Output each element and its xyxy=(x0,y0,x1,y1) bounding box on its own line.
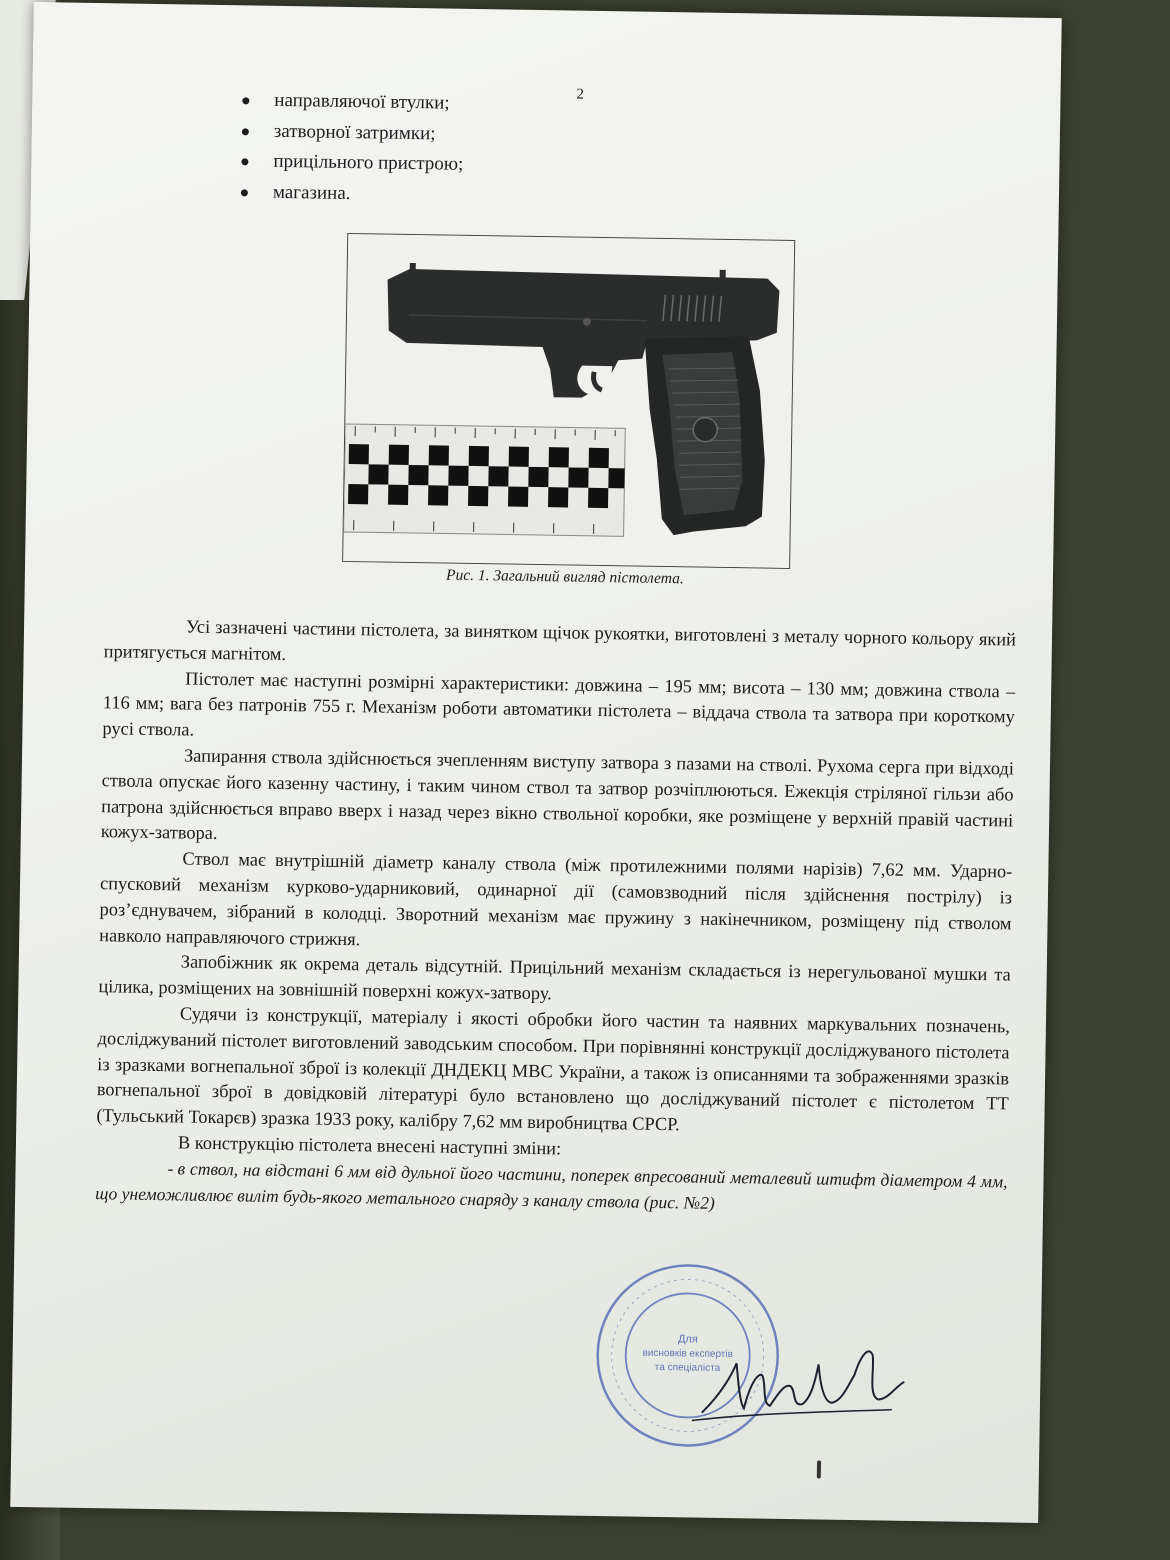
scale-ruler xyxy=(344,424,626,536)
stamp-text-line: Для xyxy=(677,1333,698,1346)
paragraph: Судячи із конструкції, матеріалу і якості обробки його частин та наявних маркувальних позначень, досліджуваний пістолет виготовлений заводським способом. При порівнянні конструкції досліджуваного пістолета із зразками вогнепальної зброї із колекції ДНДЕКЦ МВС України, а також із описаннями та зображеннями зразків вогнепальної зброї в довідковій літературі було встановлено що досліджуваний пістолет є пістолетом ТТ (Тульський Токарєв) зразка 1933 року, калібру 7,62 мм виробництва СРСР. xyxy=(96,1003,1011,1135)
paragraph: Пістолет має наступні розмірні характеристики: довжина – 195 мм; висота – 130 мм; довжина ствола – 116 мм; вага без патронів 755 г. Механізм роботи автоматики пістолета – віддача ствола та затвора при короткому русі ствола. xyxy=(102,668,1016,740)
modification-text: в ствол, на відстані 6 мм від дульної його частини, поперек впресований металевий штифт діаметром 4 мм, що унеможливлює виліт будь-якого метального снаряду з каналу ствола (рис. №2) xyxy=(95,1158,1008,1213)
body-text xyxy=(95,613,1016,1221)
paragraph: Запобіжник як окрема деталь відсутній. Прицільний механізм складається із нерегульованої мушки та цілика, розміщених на зовнішній поверхні кожух-затвору. xyxy=(98,951,1011,1004)
bullet-dot-icon xyxy=(242,97,249,104)
page-number: 2 xyxy=(576,86,585,103)
bullet-dot-icon xyxy=(242,128,249,135)
handwritten-signature xyxy=(691,1313,923,1437)
paragraph: Усі зазначені частини пістолета, за винятком щічок рукоятки, виготовлені з металу чорного кольору який притягується магнітом. xyxy=(103,616,1017,664)
bullet-list xyxy=(241,85,465,210)
pistol-image xyxy=(343,234,794,568)
bullet-item: прицільного пристрою; xyxy=(241,146,463,180)
figure-caption: Рис. 1. Загальний вигляд пістолета. xyxy=(445,566,684,588)
paragraph: Ствол має внутрішній діаметр каналу ствола (між протилежними полями нарізів) 7,62 мм. Ударно-спусковий механізм курково-ударниковий, одинарної дії (самовзводний після здійснення пострілу) із роз’єднувачем, зібраний в колодці. Зворотний механізм має пружину з накінечником, розміщену під стволом навколо направляючого стрижня. xyxy=(99,848,1013,949)
bullet-item: направляючої втулки; xyxy=(242,85,464,119)
paragraph: В конструкцію пістолета внесені наступні зміни: xyxy=(177,1132,562,1159)
bullet-dot-icon xyxy=(241,189,248,196)
pistol-photo xyxy=(342,233,795,569)
bullet-item: магазина. xyxy=(241,177,463,211)
bullet-dot-icon xyxy=(241,158,248,165)
dash-marker: - xyxy=(167,1157,174,1179)
ink-mark xyxy=(817,1461,821,1479)
paragraph: Запирання ствола здійснюється зчепленням виступу затвора з пазами на стволі. Рухома серга при відході ствола опускає його казенну частину, і таким чином ствол та затвор розчіплюються. Ежекція стріляної гільзи або патрона здійснюється вправо вверх і назад через вікно ствольної коробки, яке розміщене у верхній правій частині кожух-затвора. xyxy=(100,745,1015,844)
document-page xyxy=(10,2,1062,1523)
stamp-text-line: та спеціаліста xyxy=(654,1361,721,1374)
bullet-item: затворної затримки; xyxy=(242,116,464,150)
stamp-text-line: висновків експертів xyxy=(642,1347,734,1361)
